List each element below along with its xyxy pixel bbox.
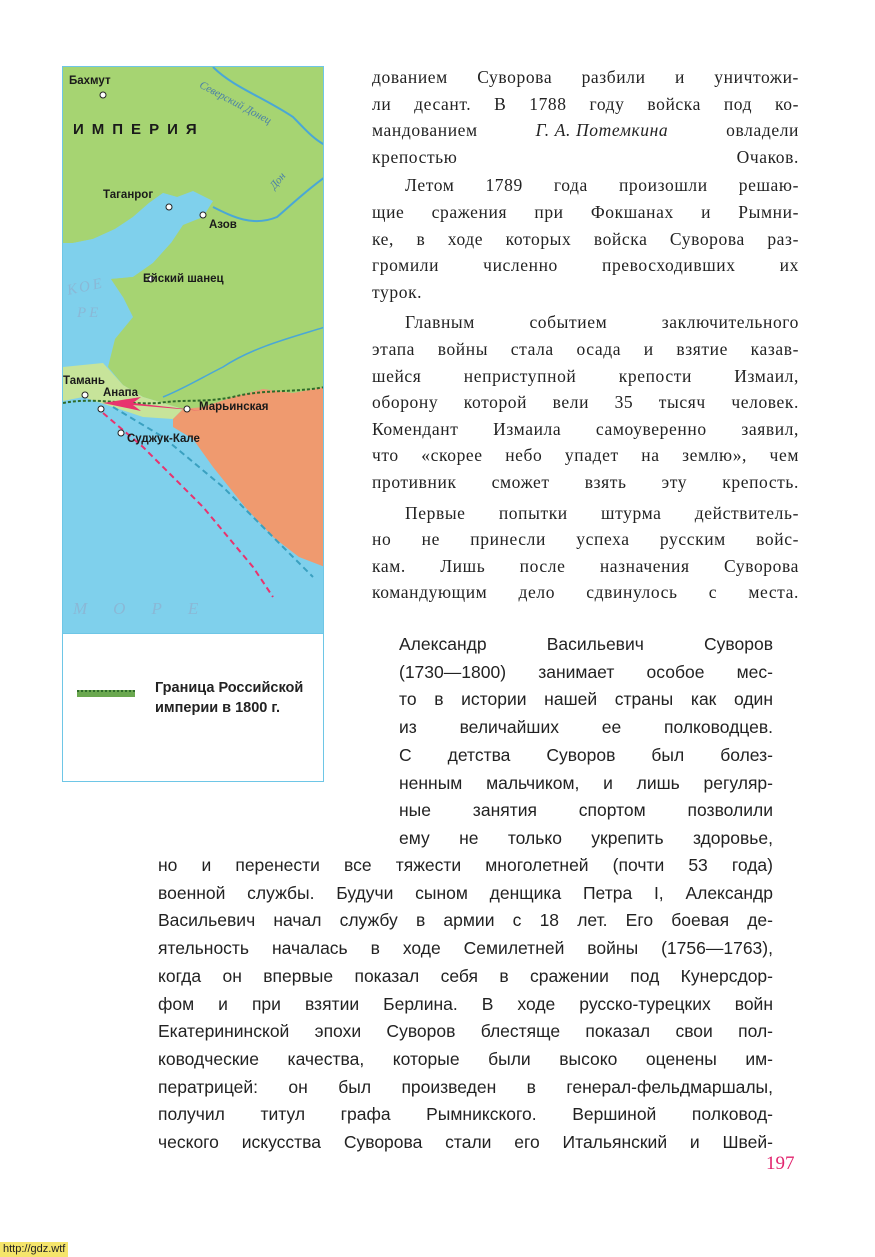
- label-taganrog: Таганрог: [103, 189, 154, 201]
- p3-line-1: Главным событием заключительного: [405, 312, 799, 333]
- p1-line-4: крепостью Очаков.: [372, 146, 799, 167]
- paragraph-2: [372, 172, 799, 305]
- label-empire: ИМПЕРИЯ: [73, 121, 205, 138]
- bio-line: военной службы. Будучи сыном денщика Петра I, Александр: [158, 882, 773, 903]
- p3-line-4: оборону которой вели 35 тысяч человек.: [372, 392, 799, 413]
- label-seversky-donets: Северский Донец: [197, 79, 274, 127]
- bio-line: ятельность началась в ходе Семилетней войны (1756—1763),: [158, 938, 773, 959]
- town-taganrog: [166, 204, 172, 210]
- bio-line: ческого искусства Суворова стали его Итальянский и Швей-: [158, 1132, 773, 1153]
- p4-line-4: командующим дело сдвинулось с места.: [372, 582, 799, 603]
- map-drawing: [63, 67, 324, 633]
- town-bakhmut: [100, 92, 106, 98]
- paragraph-3: [372, 309, 799, 495]
- p2-line-1: Летом 1789 года произошли решаю-: [405, 175, 799, 196]
- page-number: 197: [766, 1153, 795, 1174]
- label-azov: Азов: [209, 219, 237, 231]
- bio-line: Екатерининской эпохи Суворов блестяще показал свои пол-: [158, 1021, 773, 1042]
- label-sea-ko: КОЕ: [65, 275, 107, 299]
- map-figure: [62, 66, 324, 782]
- bio-line: ководческие качества, которые были высоко оценены им-: [158, 1048, 773, 1069]
- p3-line-2: этапа войны стала осада и взятие казав-: [372, 338, 799, 359]
- p1-line-3-name: Г. А. Потемкина: [535, 120, 669, 141]
- map-legend: [63, 633, 323, 782]
- suvorov-bio-bottom: [158, 852, 773, 1157]
- p1-line-3: [372, 117, 799, 144]
- watermark-link[interactable]: http://gdz.wtf: [0, 1242, 68, 1257]
- bio-line: ему не только укрепить здоровье,: [399, 827, 773, 848]
- p4-line-2: но не принесли успеха русским войс-: [372, 529, 799, 550]
- legend-text: Граница Российской империи в 1800 г.: [155, 680, 304, 716]
- p2-line-2: щие сражения при Фокшанах и Рымни-: [372, 201, 799, 222]
- town-taman: [82, 392, 88, 398]
- bio-line: но и перенести все тяжести многолетней (почти 53 года): [158, 855, 773, 875]
- label-sudzhuk: Суджук-Кале: [127, 433, 200, 445]
- p1-line-1: дованием Суворова разбили и уничтожи-: [372, 67, 799, 87]
- bio-line: когда он впервые показал себя в сражении под Кунерсдор-: [158, 965, 773, 986]
- legend-border-swatch: [77, 690, 135, 697]
- p1-line-3b: овладели: [726, 120, 799, 141]
- p4-line-3: кам. Лишь после назначения Суворова: [372, 555, 799, 576]
- paragraph-4: [372, 500, 799, 606]
- town-anapa: [98, 406, 104, 412]
- p1-line-3a: мандованием: [372, 120, 478, 141]
- p1-line-2: ли десант. В 1788 году войска под ко-: [372, 93, 799, 114]
- label-anapa: Анапа: [103, 387, 138, 399]
- p3-line-5: Комендант Измаила самоуверенно заявил,: [372, 418, 799, 439]
- paragraph-1: [372, 64, 799, 170]
- label-don: Дон: [267, 170, 289, 192]
- p2-line-5: турок.: [372, 281, 423, 302]
- bio-line: ненным мальчиком, и лишь регуляр-: [399, 772, 773, 793]
- town-sudzhuk: [118, 430, 124, 436]
- label-marinskaya: Марьинская: [199, 401, 269, 413]
- bio-line: Александр Васильевич Суворов: [399, 634, 773, 654]
- bio-line: получил титул графа Рымникского. Вершиной полковод-: [158, 1104, 773, 1125]
- main-text-column: [372, 64, 799, 606]
- p3-line-3: шейся неприступной крепости Измаил,: [372, 365, 799, 386]
- p2-line-4: громили численно превосходивших их: [372, 255, 799, 276]
- label-sea-more: МОРЕ: [73, 599, 225, 618]
- bio-line: ператрицей: он был произведен в генерал-фельдмаршалы,: [158, 1076, 773, 1097]
- p3-line-7: противник сможет взять эту крепость.: [372, 471, 799, 492]
- bio-line: (1730—1800) занимает особое мес-: [399, 661, 773, 682]
- town-marinskaya: [184, 406, 190, 412]
- p2-line-3: ке, в ходе которых войска Суворова раз-: [372, 228, 799, 249]
- p3-line-6: что «скорее небо упадет на землю», чем: [372, 445, 799, 466]
- label-bakhmut: Бахмут: [69, 75, 111, 87]
- bio-line: Васильевич начал службу в армии с 18 лет. Его боевая де-: [158, 910, 773, 931]
- label-taman: Тамань: [63, 375, 105, 387]
- bio-line: то в истории нашей страны как один: [399, 689, 773, 710]
- p4-line-1: Первые попытки штурма действитель-: [405, 502, 799, 523]
- town-azov: [200, 212, 206, 218]
- label-sea-re: РЕ: [77, 305, 102, 321]
- suvorov-bio-top: [399, 631, 773, 853]
- bio-line: С детства Суворов был болез-: [399, 744, 773, 765]
- label-yeysk: Ейский шанец: [143, 273, 224, 285]
- bio-line: ные занятия спортом позволили: [399, 800, 773, 821]
- bio-line: из величайших ее полководцев.: [399, 717, 773, 738]
- bio-line: фом и при взятии Берлина. В ходе русско-турецких войн: [158, 993, 773, 1014]
